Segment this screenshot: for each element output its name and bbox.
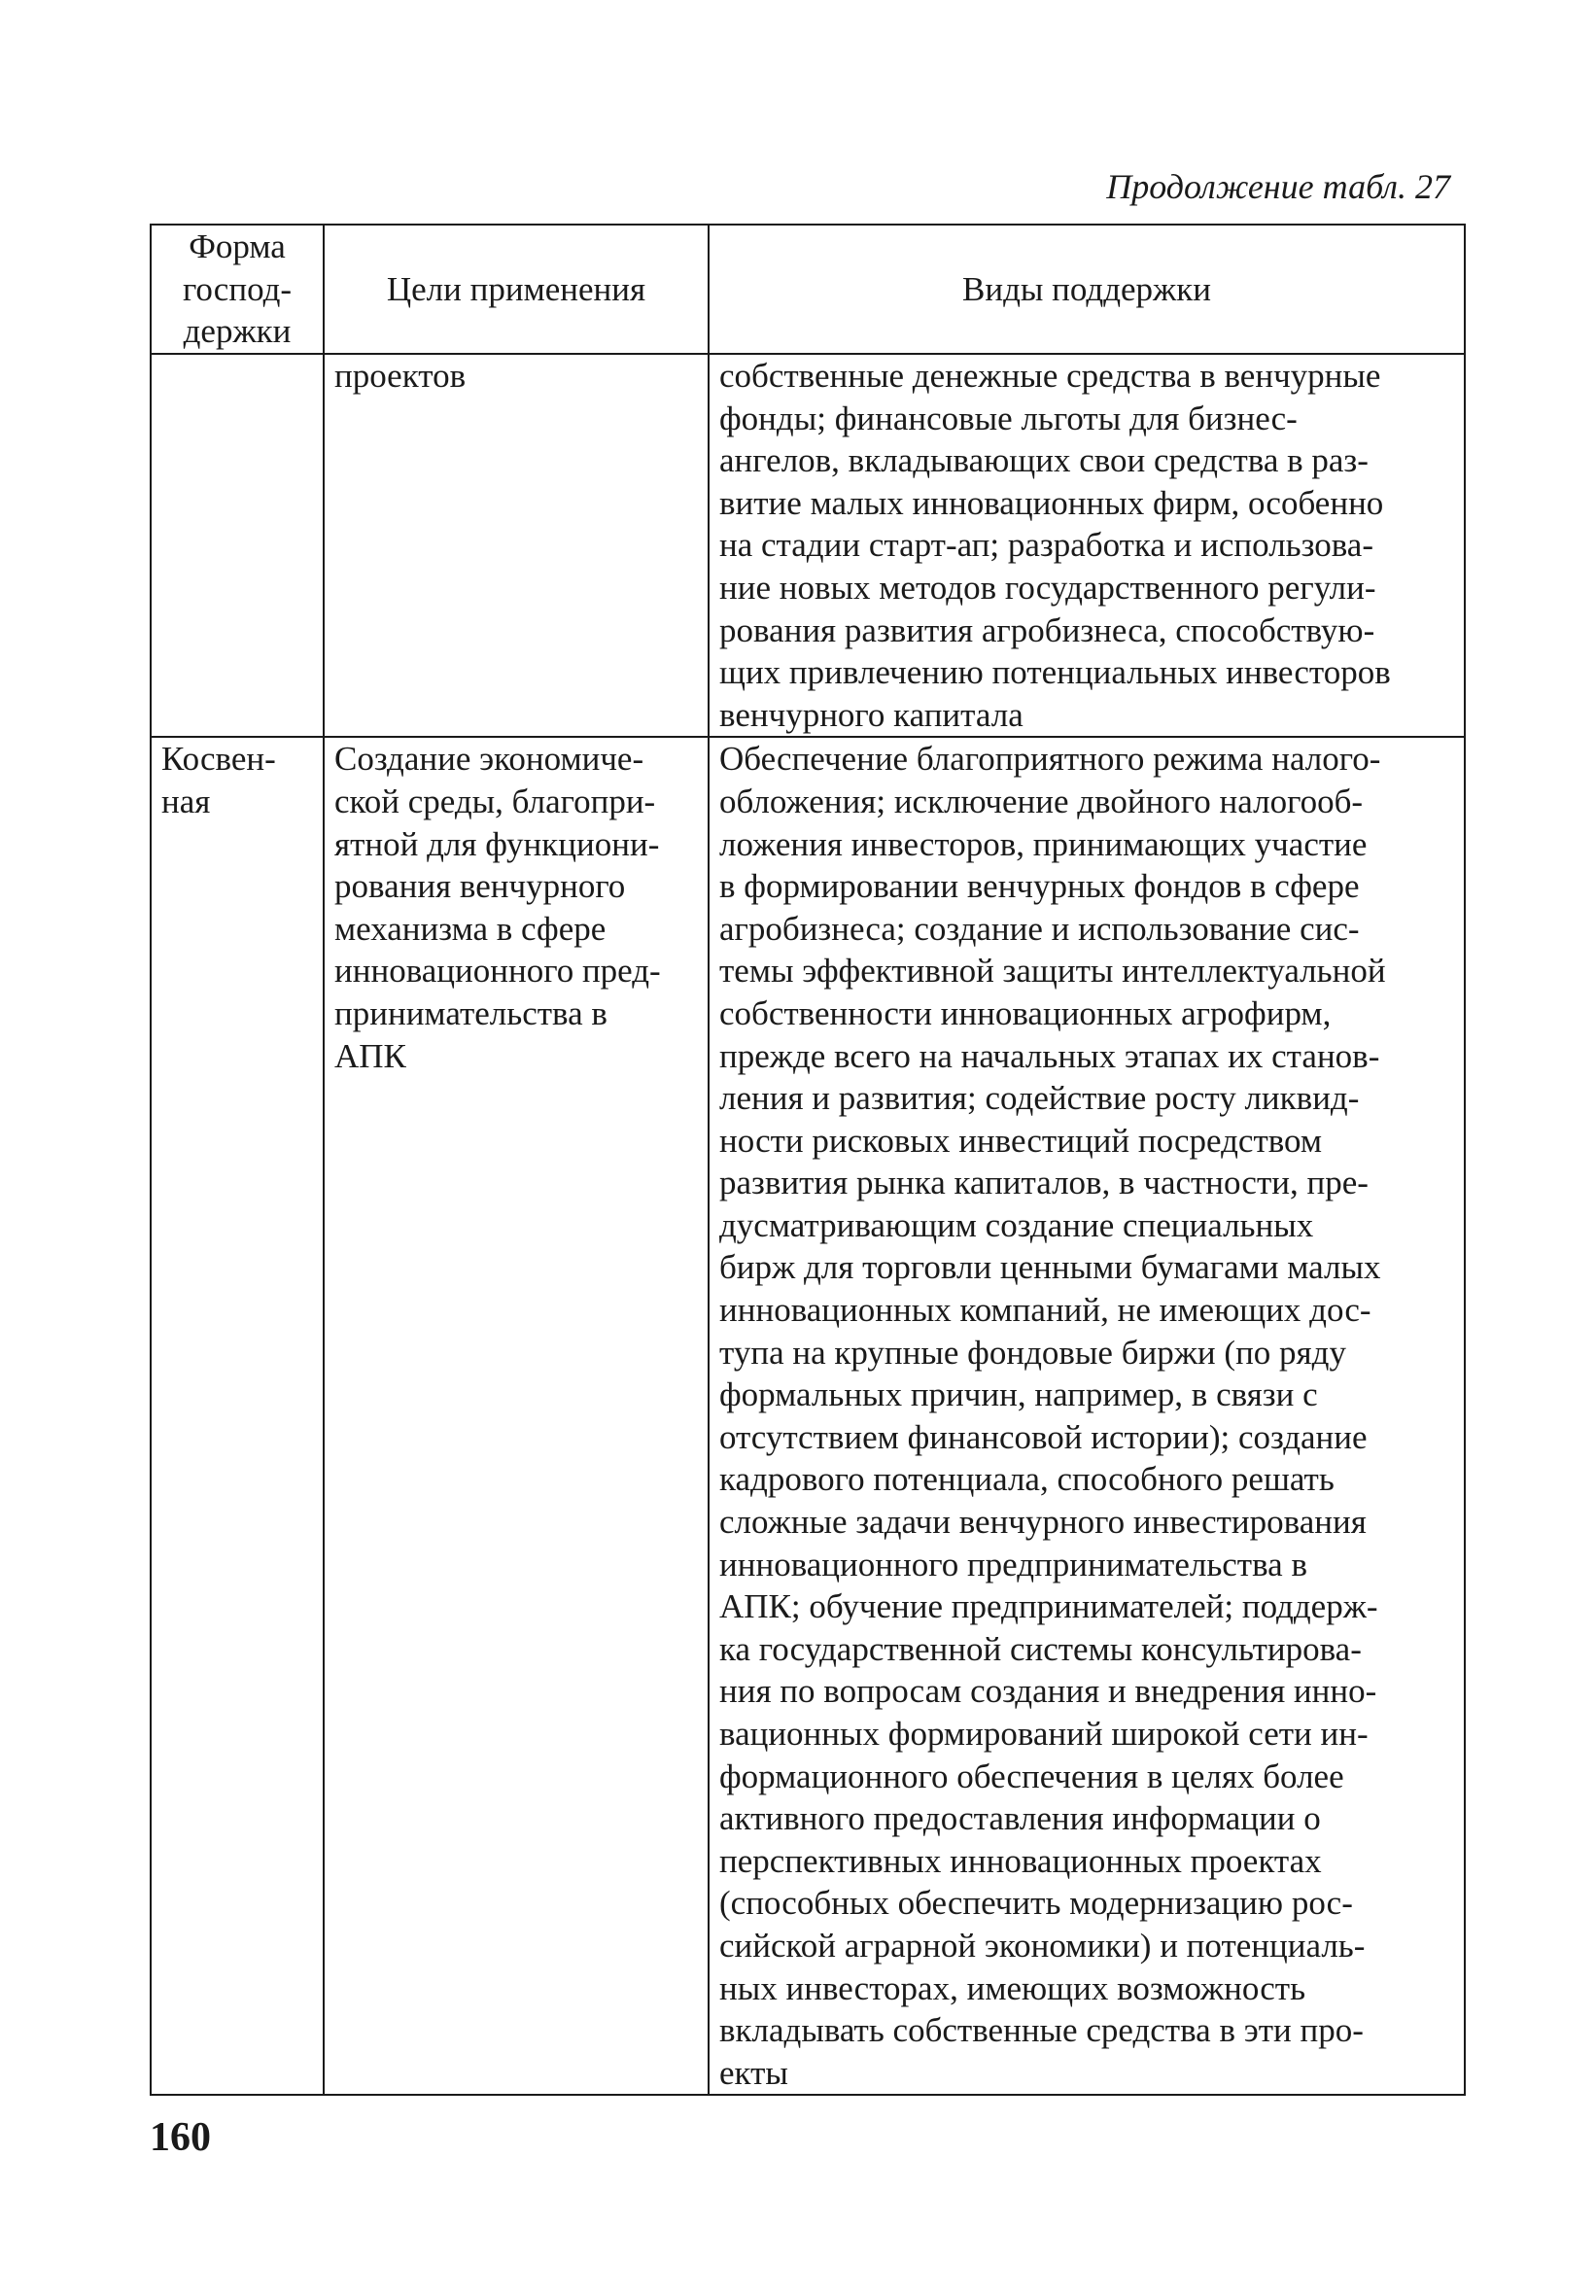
cell-form [151, 354, 324, 737]
table-header-row [151, 225, 1465, 354]
table-caption: Продолжение табл. 27 [1106, 167, 1450, 206]
cell-goals: Создание экономиче- ской среды, благопри- ятной для функциони- рования венчурного механизма в сфере инновационного пред- принимательства в АПК [324, 737, 709, 2095]
header-goals: Цели применения [324, 225, 709, 354]
header-support: Виды поддержки [709, 225, 1465, 354]
cell-support: Обеспечение благоприятного режима налого- обложения; исключение двойного налогооб- ложения инвесторов, принимающих участие в формировании венчурных фондов в сфере агробизнеса; создание и использование сис- темы эффективной защиты интеллектуальной собственности инновационных агрофирм, прежде всего на начальных этапах их станов- ления и развития; содействие росту ликвид- ности рисковых инвестиций посредством развития рынка капиталов, в частности, пре- дусматривающим создание специальных бирж для торговли ценными бумагами малых инновационных компаний, не имеющих дос- тупа на крупные фондовые биржи (по ряду формальных причин, например, в связи с отсутствием финансовой истории); создание кадрового потенциала, способного решать сложные задачи венчурного инвестирования инновационного предпринимательства в АПК; обучение предпринимателей; поддерж- ка государственной системы консультирова- ния по вопросам создания и внедрения инно- вационных формирований широкой сети ин- формационного обеспечения в целях более активного предоставления информации о перспективных инновационных проектах (способных обеспечить модернизацию рос- сийской аграрной экономики) и потенциаль- ных инвесторах, имеющих возможность вкладывать собственные средства в эти про- екты [709, 737, 1465, 2095]
cell-support: собственные денежные средства в венчурные фонды; финансовые льготы для бизнес- ангелов, вкладывающих свои средства в раз- витие малых инновационных фирм, особенно на стадии старт-ап; разработка и использова- ние новых методов государственного регули- рования развития агробизнеса, способствую- щих привлечению потенциальных инвесторов венчурного капитала [709, 354, 1465, 737]
header-form: Форма господ- держки [151, 225, 324, 354]
cell-goals: проектов [324, 354, 709, 737]
page-number: 160 [150, 2115, 211, 2160]
table-row [151, 354, 1465, 737]
cell-form: Косвен- ная [151, 737, 324, 2095]
table-row [151, 737, 1465, 2095]
support-forms-table [150, 224, 1466, 2096]
